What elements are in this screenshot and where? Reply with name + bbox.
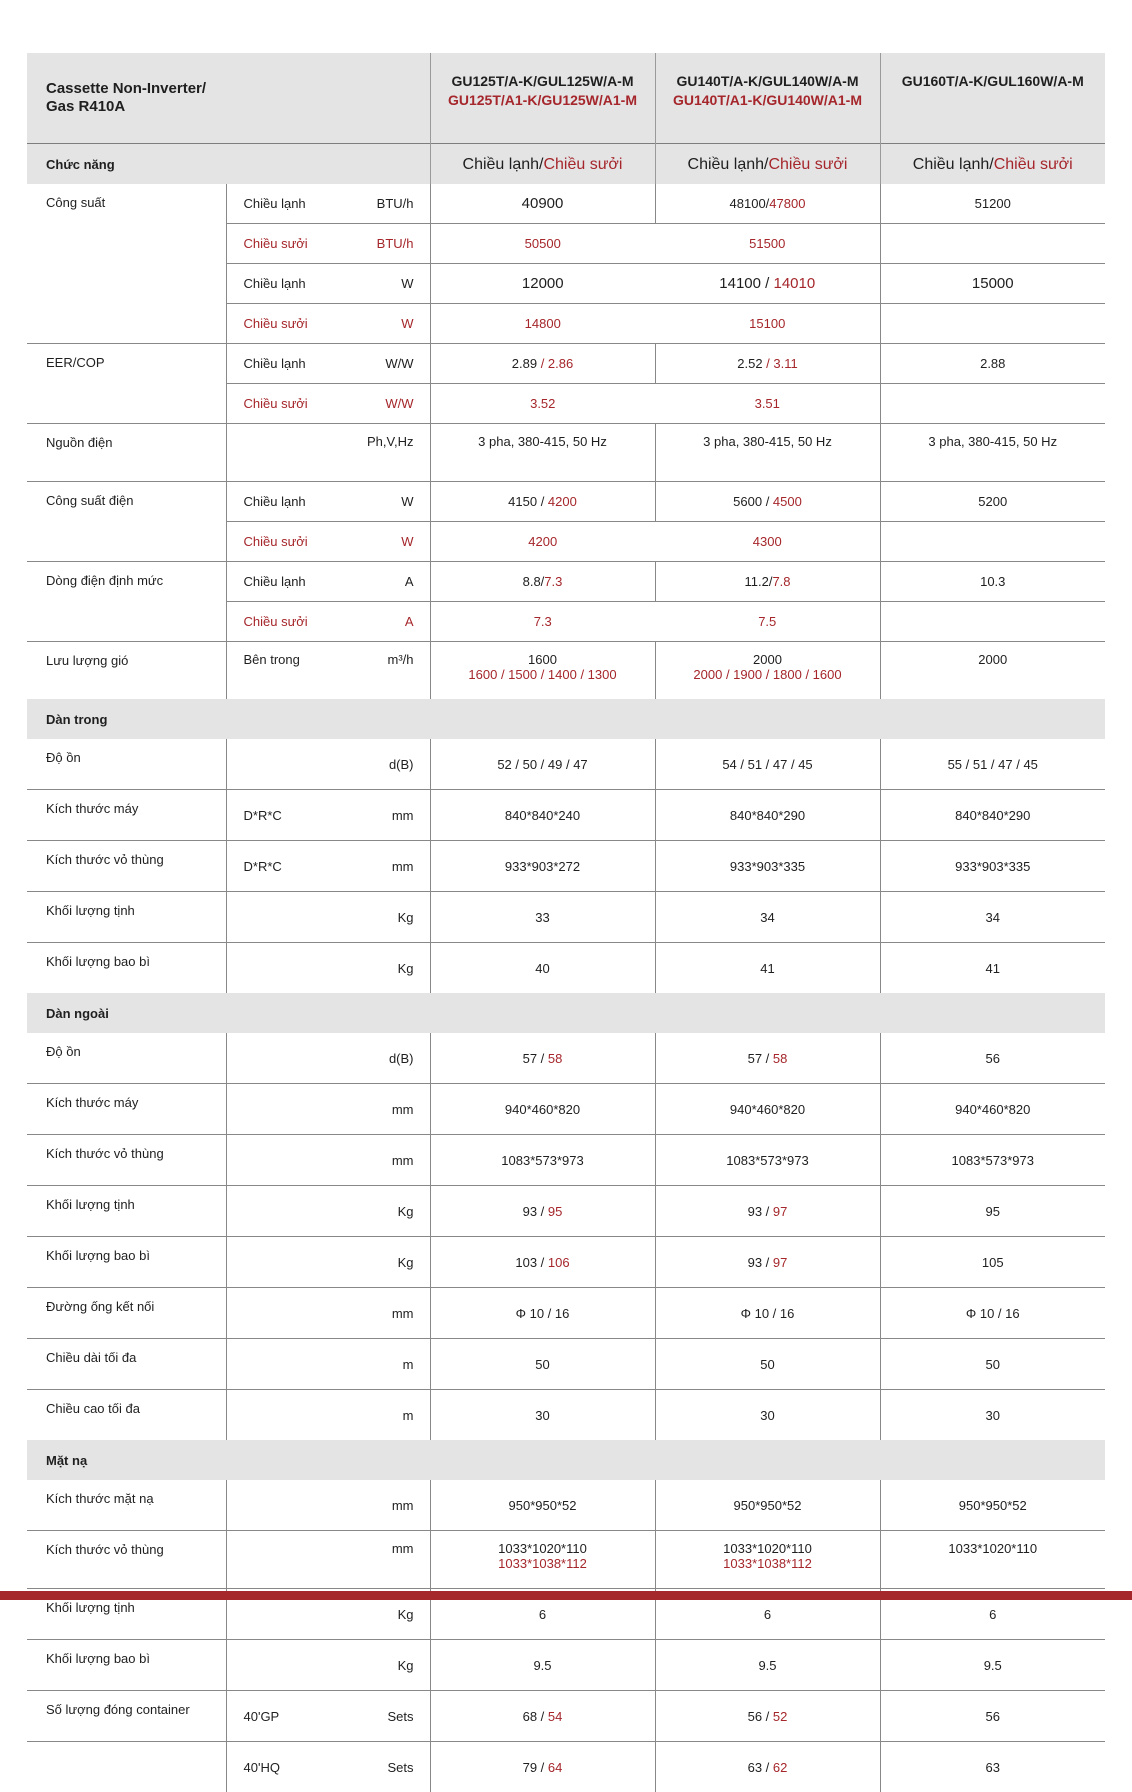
unit: BTU/h xyxy=(377,236,414,251)
sub-label: Chiều sưởi xyxy=(244,534,308,549)
value-cell: 9.5 xyxy=(430,1640,655,1691)
value-cell: 7.5 xyxy=(655,602,880,642)
sub-cell xyxy=(226,1339,430,1390)
value-part-red: 95 xyxy=(548,1204,562,1219)
row-label: Chiều cao tối đa xyxy=(27,1390,226,1441)
row-label: Công suất điện xyxy=(27,482,226,562)
value-cell: 950*950*52 xyxy=(880,1480,1105,1531)
mode-separator: / xyxy=(989,156,993,173)
unit: mm xyxy=(392,1541,414,1556)
value-part: 63 / xyxy=(748,1760,773,1775)
unit: W xyxy=(401,494,413,509)
value-cell: 950*950*52 xyxy=(430,1480,655,1531)
value-cell: 30 xyxy=(430,1390,655,1441)
section-title: Mặt nạ xyxy=(27,1440,1105,1480)
value-cell xyxy=(880,602,1105,642)
sub-cell xyxy=(226,264,430,304)
value-cell: 950*950*52 xyxy=(655,1480,880,1531)
value-cell xyxy=(430,1186,655,1237)
value-cell: 4300 xyxy=(655,522,880,562)
unit: A xyxy=(405,574,414,589)
sub-cell xyxy=(226,1640,430,1691)
value-cell: 30 xyxy=(655,1390,880,1441)
row-label: Kích thước máy xyxy=(27,1084,226,1135)
table-row xyxy=(27,1390,1105,1441)
section-title: Dàn ngoài xyxy=(27,993,1105,1033)
value-part-red: 62 xyxy=(773,1760,787,1775)
value-cell: 3.51 xyxy=(655,384,880,424)
row-label: Khối lượng bao bì xyxy=(27,1640,226,1691)
value-cell: 51200 xyxy=(880,184,1105,224)
value-cell xyxy=(430,344,655,384)
unit: mm xyxy=(392,859,414,874)
sub-cell xyxy=(226,1390,430,1441)
value-cell xyxy=(430,642,655,700)
table-row xyxy=(27,1640,1105,1691)
table-row xyxy=(27,424,1105,482)
sub-cell xyxy=(226,344,430,384)
value-cell: 34 xyxy=(880,892,1105,943)
value-part-red: 14010 xyxy=(774,275,816,292)
mode-separator: / xyxy=(764,156,768,173)
unit: W/W xyxy=(385,356,413,371)
value-cell: 3.52 xyxy=(430,384,655,424)
value-cell: 1083*573*973 xyxy=(880,1135,1105,1186)
spec-sheet xyxy=(27,53,1105,1792)
mode-separator: / xyxy=(539,156,543,173)
value-part: 2000 xyxy=(656,652,880,667)
value-part: 1033*1020*110 xyxy=(656,1541,880,1556)
table-row xyxy=(27,1288,1105,1339)
sub-cell xyxy=(226,184,430,224)
sub-label: Bên trong xyxy=(244,652,300,667)
sub-cell xyxy=(226,841,430,892)
sub-cell xyxy=(226,522,430,562)
heat-mode: Chiều sưởi xyxy=(768,156,847,173)
row-label: Khối lượng bao bì xyxy=(27,1237,226,1288)
model-2-line-2: GU140T/A1-K/GU140W/A1-M xyxy=(656,91,880,110)
value-cell: 1083*573*973 xyxy=(655,1135,880,1186)
section-row xyxy=(27,1440,1105,1480)
cool-mode: Chiều lạnh xyxy=(688,156,765,173)
value-part: 57 / xyxy=(748,1051,773,1066)
value-cell: 2000 xyxy=(880,642,1105,700)
unit: Kg xyxy=(398,1204,414,1219)
sub-cell xyxy=(226,642,430,700)
unit: Kg xyxy=(398,1658,414,1673)
sub-cell xyxy=(226,1033,430,1084)
value-cell xyxy=(655,264,880,304)
sub-cell xyxy=(226,1186,430,1237)
unit: W/W xyxy=(385,396,413,411)
sub-cell xyxy=(226,1288,430,1339)
row-label: Khối lượng tịnh xyxy=(27,1589,226,1640)
table-row xyxy=(27,1084,1105,1135)
sub-cell xyxy=(226,1531,430,1589)
value-part: 2.89 xyxy=(512,356,537,371)
table-row xyxy=(27,344,1105,384)
value-part-red: 1033*1038*112 xyxy=(656,1556,880,1571)
value-cell: 3 pha, 380-415, 50 Hz xyxy=(655,424,880,482)
value-part-red: / 3.11 xyxy=(763,356,798,371)
value-cell xyxy=(430,1742,655,1792)
value-part-red: 54 xyxy=(548,1709,562,1724)
value-cell: 840*840*290 xyxy=(880,790,1105,841)
row-label: Kích thước mặt nạ xyxy=(27,1480,226,1531)
value-part: 2.52 xyxy=(737,356,762,371)
value-cell: 95 xyxy=(880,1186,1105,1237)
sub-cell xyxy=(226,562,430,602)
value-part-red: 2000 / 1900 / 1800 / 1600 xyxy=(656,667,880,682)
value-cell: Φ 10 / 16 xyxy=(430,1288,655,1339)
value-cell xyxy=(655,344,880,384)
unit: Ph,V,Hz xyxy=(367,434,414,449)
value-cell: 40 xyxy=(430,943,655,994)
value-part: 5600 / xyxy=(733,494,773,509)
model-col-1 xyxy=(430,53,655,144)
function-col-3 xyxy=(880,144,1105,185)
value-part-red: 58 xyxy=(548,1051,562,1066)
value-cell: 15000 xyxy=(880,264,1105,304)
value-cell: Φ 10 / 16 xyxy=(655,1288,880,1339)
row-label: Khối lượng bao bì xyxy=(27,943,226,994)
heat-mode: Chiều sưởi xyxy=(543,156,622,173)
value-cell: 3 pha, 380-415, 50 Hz xyxy=(880,424,1105,482)
sub-cell xyxy=(226,1237,430,1288)
sub-label: Chiều sưởi xyxy=(244,236,308,251)
value-cell: 34 xyxy=(655,892,880,943)
unit: Kg xyxy=(398,910,414,925)
value-part-red: 7.3 xyxy=(544,574,562,589)
sub-label: Chiều lạnh xyxy=(244,574,306,589)
function-col-1 xyxy=(430,144,655,185)
value-part-red: 52 xyxy=(773,1709,787,1724)
unit: A xyxy=(405,614,414,629)
sub-label: Chiều sưởi xyxy=(244,614,308,629)
value-cell: 6 xyxy=(655,1589,880,1640)
value-part: 1033*1020*110 xyxy=(431,1541,655,1556)
table-row xyxy=(27,184,1105,224)
sub-cell xyxy=(226,304,430,344)
sub-label: D*R*C xyxy=(244,859,282,874)
cool-mode: Chiều lạnh xyxy=(913,156,990,173)
model-col-3 xyxy=(880,53,1105,144)
value-part: 57 / xyxy=(523,1051,548,1066)
value-cell: 10.3 xyxy=(880,562,1105,602)
value-cell: 50500 xyxy=(430,224,655,264)
row-label: Lưu lượng gió xyxy=(27,642,226,700)
value-cell: 6 xyxy=(880,1589,1105,1640)
value-cell: 105 xyxy=(880,1237,1105,1288)
value-cell xyxy=(880,304,1105,344)
value-cell: 840*840*290 xyxy=(655,790,880,841)
value-part: 14100 / xyxy=(719,275,773,292)
sub-cell xyxy=(226,892,430,943)
value-cell: 7.3 xyxy=(430,602,655,642)
sub-label: Chiều lạnh xyxy=(244,356,306,371)
cool-mode: Chiều lạnh xyxy=(463,156,540,173)
value-cell: 5200 xyxy=(880,482,1105,522)
model-1-line-1: GU125T/A-K/GUL125W/A-M xyxy=(431,72,655,91)
value-cell: 840*840*240 xyxy=(430,790,655,841)
value-cell xyxy=(430,482,655,522)
value-cell xyxy=(655,1186,880,1237)
table-row xyxy=(27,1033,1105,1084)
value-cell: 940*460*820 xyxy=(655,1084,880,1135)
table-row xyxy=(27,1742,1105,1792)
value-cell xyxy=(655,184,880,224)
value-cell xyxy=(880,224,1105,264)
value-part-red: 64 xyxy=(548,1760,562,1775)
value-cell: 41 xyxy=(655,943,880,994)
sub-label: Chiều lạnh xyxy=(244,494,306,509)
value-cell: 3 pha, 380-415, 50 Hz xyxy=(430,424,655,482)
sub-cell xyxy=(226,1480,430,1531)
value-part-red: 1033*1038*112 xyxy=(431,1556,655,1571)
value-cell: 940*460*820 xyxy=(880,1084,1105,1135)
value-cell: 41 xyxy=(880,943,1105,994)
unit: m xyxy=(403,1357,414,1372)
value-cell: 51500 xyxy=(655,224,880,264)
unit: m³/h xyxy=(388,652,414,667)
unit: m xyxy=(403,1408,414,1423)
row-label: Kích thước máy xyxy=(27,790,226,841)
table-row xyxy=(27,943,1105,994)
sub-cell xyxy=(226,1742,430,1792)
sub-cell xyxy=(226,424,430,482)
value-cell: 9.5 xyxy=(655,1640,880,1691)
value-part: 1600 xyxy=(431,652,655,667)
value-part-red: 7.8 xyxy=(772,574,790,589)
unit: d(B) xyxy=(389,757,414,772)
title-line-1: Cassette Non-Inverter/ xyxy=(46,80,430,98)
value-cell: 933*903*335 xyxy=(655,841,880,892)
value-cell xyxy=(655,1033,880,1084)
value-part: 79 / xyxy=(523,1760,548,1775)
table-row xyxy=(27,892,1105,943)
row-label: Nguồn điện xyxy=(27,424,226,482)
sub-label: Chiều lạnh xyxy=(244,196,306,211)
value-cell: 933*903*335 xyxy=(880,841,1105,892)
row-label: Chiều dài tối đa xyxy=(27,1339,226,1390)
value-cell xyxy=(655,1691,880,1742)
value-cell xyxy=(880,522,1105,562)
model-3-line-1: GU160T/A-K/GUL160W/A-M xyxy=(881,72,1106,91)
table-title xyxy=(27,53,430,144)
sub-cell xyxy=(226,224,430,264)
value-cell xyxy=(655,642,880,700)
value-cell: 50 xyxy=(655,1339,880,1390)
value-cell: 54 / 51 / 47 / 45 xyxy=(655,739,880,790)
table-row xyxy=(27,841,1105,892)
value-part-red: 4200 xyxy=(548,494,577,509)
row-label: Kích thước vỏ thùng xyxy=(27,1531,226,1589)
value-part: 93 / xyxy=(748,1255,773,1270)
unit: Kg xyxy=(398,1607,414,1622)
value-cell: 1083*573*973 xyxy=(430,1135,655,1186)
function-col-2 xyxy=(655,144,880,185)
row-label-empty xyxy=(27,1742,226,1792)
value-cell xyxy=(880,384,1105,424)
spec-table xyxy=(27,53,1105,1792)
section-row xyxy=(27,699,1105,739)
value-cell: 33 xyxy=(430,892,655,943)
value-cell: 1033*1020*110 xyxy=(880,1531,1105,1589)
value-cell xyxy=(430,562,655,602)
table-row xyxy=(27,642,1105,700)
unit: mm xyxy=(392,1102,414,1117)
row-label: Khối lượng tịnh xyxy=(27,1186,226,1237)
function-row xyxy=(27,144,1105,185)
sub-label: Chiều lạnh xyxy=(244,276,306,291)
value-cell: 940*460*820 xyxy=(430,1084,655,1135)
heat-mode: Chiều sưởi xyxy=(994,156,1073,173)
sub-cell xyxy=(226,739,430,790)
value-cell: 63 xyxy=(880,1742,1105,1792)
value-part-red: 4500 xyxy=(773,494,802,509)
model-2-line-1: GU140T/A-K/GUL140W/A-M xyxy=(656,72,880,91)
value-part-red: 58 xyxy=(773,1051,787,1066)
row-label: Đường ống kết nối xyxy=(27,1288,226,1339)
sub-cell xyxy=(226,943,430,994)
section-title: Dàn trong xyxy=(27,699,1105,739)
model-col-2 xyxy=(655,53,880,144)
value-cell: 56 xyxy=(880,1033,1105,1084)
value-cell: 9.5 xyxy=(880,1640,1105,1691)
sub-label: 40'GP xyxy=(244,1709,280,1724)
row-label: Công suất xyxy=(27,184,226,344)
value-cell xyxy=(430,1691,655,1742)
value-part: 93 / xyxy=(523,1204,548,1219)
sub-label: Chiều sưởi xyxy=(244,316,308,331)
sub-cell xyxy=(226,482,430,522)
table-row xyxy=(27,1186,1105,1237)
sub-cell xyxy=(226,1691,430,1742)
value-part: 8.8/ xyxy=(523,574,545,589)
value-cell: Φ 10 / 16 xyxy=(880,1288,1105,1339)
row-label: Độ ồn xyxy=(27,1033,226,1084)
footer-accent-bar xyxy=(0,1591,1132,1600)
value-part: 93 / xyxy=(748,1204,773,1219)
sub-cell xyxy=(226,1084,430,1135)
value-cell: 2.88 xyxy=(880,344,1105,384)
title-line-2: Gas R410A xyxy=(46,98,430,116)
table-row xyxy=(27,1339,1105,1390)
table-row xyxy=(27,790,1105,841)
value-part: 11.2/ xyxy=(744,574,772,589)
unit: BTU/h xyxy=(377,196,414,211)
row-label: Kích thước vỏ thùng xyxy=(27,841,226,892)
function-label: Chức năng xyxy=(27,144,430,185)
value-cell: 56 xyxy=(880,1691,1105,1742)
row-label: Kích thước vỏ thùng xyxy=(27,1135,226,1186)
sub-cell xyxy=(226,1135,430,1186)
table-row xyxy=(27,739,1105,790)
section-row xyxy=(27,993,1105,1033)
sub-cell xyxy=(226,790,430,841)
sub-label: Chiều sưởi xyxy=(244,396,308,411)
row-label: EER/COP xyxy=(27,344,226,424)
value-part: 68 / xyxy=(523,1709,548,1724)
unit: mm xyxy=(392,808,414,823)
unit: W xyxy=(401,276,413,291)
value-part-red: 97 xyxy=(773,1255,787,1270)
value-cell: 12000 xyxy=(430,264,655,304)
table-row xyxy=(27,1531,1105,1589)
unit: W xyxy=(401,534,413,549)
value-part-red: 47800 xyxy=(769,196,805,211)
value-part: 103 / xyxy=(515,1255,548,1270)
header-row xyxy=(27,53,1105,144)
value-cell xyxy=(430,1033,655,1084)
table-row xyxy=(27,1691,1105,1742)
model-1-line-2: GU125T/A1-K/GU125W/A1-M xyxy=(431,91,655,110)
table-row xyxy=(27,1480,1105,1531)
unit: mm xyxy=(392,1306,414,1321)
value-cell xyxy=(430,1237,655,1288)
value-cell xyxy=(655,562,880,602)
sub-cell xyxy=(226,384,430,424)
row-label: Số lượng đóng container xyxy=(27,1691,226,1742)
value-cell xyxy=(655,482,880,522)
unit: Sets xyxy=(387,1760,413,1775)
value-cell: 6 xyxy=(430,1589,655,1640)
value-cell: 4200 xyxy=(430,522,655,562)
value-part-red: / 2.86 xyxy=(537,356,573,371)
value-cell xyxy=(655,1237,880,1288)
value-part-red: 97 xyxy=(773,1204,787,1219)
value-cell: 14800 xyxy=(430,304,655,344)
value-cell: 15100 xyxy=(655,304,880,344)
value-part: 4150 / xyxy=(508,494,548,509)
unit: Sets xyxy=(387,1709,413,1724)
unit: mm xyxy=(392,1153,414,1168)
value-cell: 52 / 50 / 49 / 47 xyxy=(430,739,655,790)
value-part: 56 / xyxy=(748,1709,773,1724)
table-row xyxy=(27,1237,1105,1288)
value-part-red: 106 xyxy=(548,1255,570,1270)
value-cell: 50 xyxy=(430,1339,655,1390)
value-cell xyxy=(655,1531,880,1589)
value-cell: 55 / 51 / 47 / 45 xyxy=(880,739,1105,790)
table-row xyxy=(27,1135,1105,1186)
unit: Kg xyxy=(398,961,414,976)
value-cell: 50 xyxy=(880,1339,1105,1390)
table-row xyxy=(27,562,1105,602)
unit: W xyxy=(401,316,413,331)
row-label: Dòng điện định mức xyxy=(27,562,226,642)
unit: mm xyxy=(392,1498,414,1513)
sub-label: D*R*C xyxy=(244,808,282,823)
row-label: Độ ồn xyxy=(27,739,226,790)
unit: Kg xyxy=(398,1255,414,1270)
value-cell: 933*903*272 xyxy=(430,841,655,892)
value-cell xyxy=(430,1531,655,1589)
value-cell xyxy=(655,1742,880,1792)
value-cell: 40900 xyxy=(430,184,655,224)
value-cell: 30 xyxy=(880,1390,1105,1441)
sub-label: 40'HQ xyxy=(244,1760,280,1775)
value-part-red: 1600 / 1500 / 1400 / 1300 xyxy=(431,667,655,682)
unit: d(B) xyxy=(389,1051,414,1066)
table-row xyxy=(27,482,1105,522)
value-part: 48100/ xyxy=(730,196,770,211)
sub-cell xyxy=(226,602,430,642)
row-label: Khối lượng tịnh xyxy=(27,892,226,943)
